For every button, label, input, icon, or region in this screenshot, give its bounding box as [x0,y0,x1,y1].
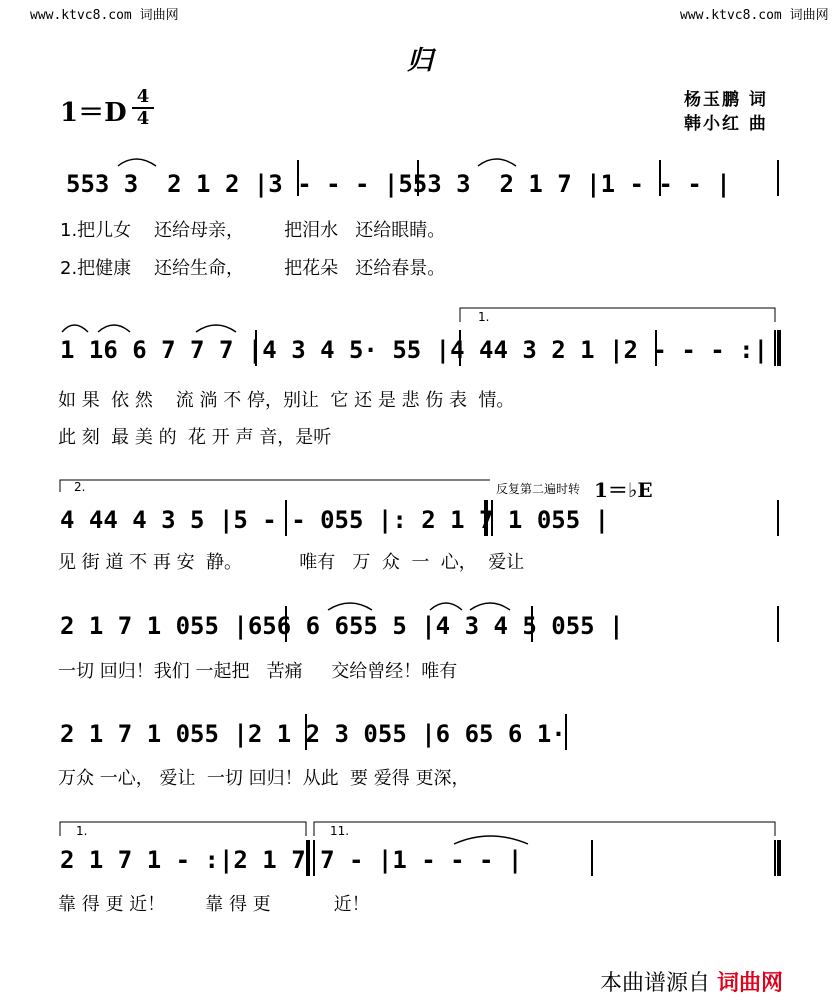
lyric-line-6: 靠 得 更 近！ 靠 得 更 近！ [58,894,370,915]
notes-line-5: 2 1 7 1 055 |2 1 2 3 055 |6 65 6 1· [60,720,581,748]
page-title: 归 [406,46,433,76]
key-signature: 1＝D [60,98,127,128]
time-numerator: 4 [136,86,150,107]
volta-2-label: 2. [74,480,86,494]
footer-left: 本曲谱源自 [600,971,711,996]
lyric-line-2a: 如 果 依 然 流 淌 不 停，别让 它 还 是 悲 伤 表 情。 [58,390,515,411]
footer-source [600,966,783,997]
notes-line-1: 553 3 2 1 2 |3 - - - |553 3 2 1 7 |1 - - - | [66,170,731,198]
lyric-line-5: 万众 一心， 爱让 一切 回归！从此 要 爱得 更深， [58,768,470,789]
volta-1b-label: 1. [76,824,88,838]
composer: 韩小红 曲 [684,114,768,134]
modulation-text: 反复第二遍时转 [496,482,581,496]
time-denominator: 4 [136,108,150,129]
lyricist: 杨玉鹏 词 [684,90,768,110]
watermark-left: www.ktvc8.com 词曲网 [30,8,179,23]
lyric-line-4: 一切 回归！我们 一起把 苦痛 交给曾经！唯有 [58,661,458,682]
volta-1-label: 1. [478,310,490,324]
notes-line-3: 4 44 4 3 5 |5 - - 055 |: 2 1 7 1 055 | [60,506,610,534]
modulation-key: 1＝♭E [594,478,653,502]
lyric-line-3: 见 街 道 不 再 安 静。 唯有 万 众 一 心， 爱让 [58,552,525,573]
lyric-line-1b: 2.把健康 还给生命， 把花朵 还给春景。 [60,258,446,279]
notes-line-2: 1 16 6 7 7 7 |4 3 4 5· 55 |4 44 3 2 1 |2 - - - :| [60,336,769,364]
notes-line-6: 2 1 7 1 - :|2 1 7 7 - |1 - - - | [60,846,523,874]
volta-2b-label: 11. [330,824,350,838]
footer-right: 词曲网 [717,971,784,996]
watermark-right: www.ktvc8.com 词曲网 [680,8,829,23]
lyric-line-2b: 此 刻 最 美 的 花 开 声 音，是听 [58,427,332,448]
notes-line-4: 2 1 7 1 055 |656 6 655 5 |4 3 4 5 055 | [60,612,624,640]
lyric-line-1a: 1.把儿女 还给母亲， 把泪水 还给眼睛。 [60,220,446,241]
